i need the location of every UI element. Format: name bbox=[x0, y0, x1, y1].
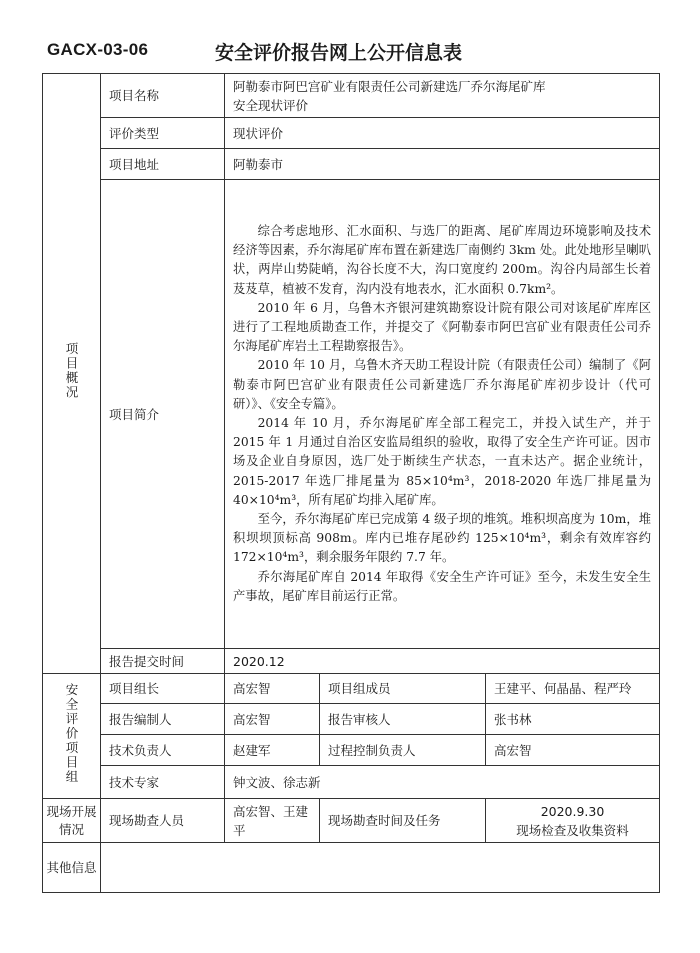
row-experts bbox=[43, 766, 660, 799]
eval-type-value: 现状评价 bbox=[225, 118, 660, 149]
survey-time-value bbox=[486, 799, 660, 843]
other-value bbox=[101, 843, 660, 893]
address-label: 项目地址 bbox=[101, 149, 225, 180]
editor-label: 报告编制人 bbox=[101, 704, 225, 735]
document-title: 安全评价报告网上公开信息表 bbox=[215, 42, 463, 64]
row-summary bbox=[43, 180, 660, 649]
process-lead-value: 高宏智 bbox=[486, 735, 660, 766]
submit-time-value: 2020.12 bbox=[225, 649, 660, 674]
section-other-label: 其他信息 bbox=[46, 860, 97, 875]
section-team bbox=[43, 674, 101, 799]
leader-value: 高宏智 bbox=[225, 674, 320, 704]
tech-lead-label: 技术负责人 bbox=[101, 735, 225, 766]
tech-lead-value: 赵建军 bbox=[225, 735, 320, 766]
surveyors-value: 高宏智、王建平 bbox=[225, 799, 320, 843]
editor-value: 高宏智 bbox=[225, 704, 320, 735]
summary-paragraph: 2010 年 10 月，乌鲁木齐天助工程设计院（有限责任公司）编制了《阿勒泰市阿巴宫矿业有限责任公司新建选厂乔尔海尾矿库初步设计（代可研）》、《安全专篇》。 bbox=[233, 358, 652, 411]
project-name-line2: 安全现状评价 bbox=[233, 97, 309, 113]
summary-label: 项目简介 bbox=[101, 180, 225, 649]
submit-time-label: 报告提交时间 bbox=[101, 649, 225, 674]
reviewer-label: 报告审核人 bbox=[320, 704, 486, 735]
members-value: 王建平、何晶晶、程严玲 bbox=[486, 674, 660, 704]
project-name-value bbox=[225, 74, 660, 118]
document-code: GACX-03-06 bbox=[47, 40, 149, 59]
summary-paragraph: 乔尔海尾矿库自 2014 年取得《安全生产许可证》至今，未发生安全生产事故，尾矿库目前运行正常。 bbox=[233, 569, 652, 603]
row-submit-time bbox=[43, 649, 660, 674]
section-team-label: 安全评价项目组 bbox=[64, 682, 79, 785]
section-site bbox=[43, 799, 101, 843]
summary-paragraph: 2014 年 10 月，乔尔海尾矿库全部工程完工，并投入试生产，并于 2015 年 1 月通过自治区安监局组织的验收，取得了安全生产许可证。因市场及企业自身原因，选厂处于断续生产状态，一直未达产。据企业统计，2015-2017 年选厂排尾量为 85×10⁴m³，2018-2020 年选厂排尾量为 40×10⁴m³，所有尾矿均排入尾矿库。 bbox=[233, 416, 652, 507]
row-site bbox=[43, 799, 660, 843]
row-tech-lead bbox=[43, 735, 660, 766]
address-value: 阿勒泰市 bbox=[225, 149, 660, 180]
leader-label: 项目组长 bbox=[101, 674, 225, 704]
summary-paragraph: 至今，乔尔海尾矿库已完成第 4 级子坝的堆筑。堆积坝高度为 10m，堆积坝坝顶标高 908m。库内已堆存尾砂约 125×10⁴m³，剩余有效库容约 172×10⁴m³，剩余服务年限约 7.7 年。 bbox=[233, 512, 652, 565]
row-eval-type bbox=[43, 118, 660, 149]
experts-value: 钟文波、徐志新 bbox=[225, 766, 660, 799]
project-name-label: 项目名称 bbox=[101, 74, 225, 118]
surveyors-label: 现场勘查人员 bbox=[101, 799, 225, 843]
process-lead-label: 过程控制负责人 bbox=[320, 735, 486, 766]
row-other bbox=[43, 843, 660, 893]
summary-paragraph: 综合考虑地形、汇水面积、与选厂的距离、尾矿库周边环境影响及技术经济等因素，乔尔海尾矿库布置在新建选厂南侧约 3km 处。此处地形呈喇叭状，两岸山势陡峭，沟谷长度不大，沟口宽度约 200m。沟谷内局部生长着芨芨草，植被不发育，沟内没有地表水，汇水面积 0.7km²。 bbox=[233, 223, 652, 296]
info-table bbox=[42, 73, 660, 893]
row-leader bbox=[43, 674, 660, 704]
summary-paragraph: 2010 年 6 月，乌鲁木齐银河建筑勘察设计院有限公司对该尾矿库库区进行了工程地质勘查工作，并提交了《阿勒泰市阿巴宫矿业有限责任公司乔尔海尾矿库岩土工程勘察报告》。 bbox=[233, 300, 652, 354]
summary-text bbox=[225, 180, 660, 649]
section-other bbox=[43, 843, 101, 893]
experts-label: 技术专家 bbox=[101, 766, 225, 799]
row-editor bbox=[43, 704, 660, 735]
members-label: 项目组成员 bbox=[320, 674, 486, 704]
row-address bbox=[43, 149, 660, 180]
section-overview bbox=[43, 74, 101, 674]
survey-date: 2020.9.30 bbox=[540, 803, 605, 819]
project-name-line1: 阿勒泰市阿巴宫矿业有限责任公司新建选厂乔尔海尾矿库 bbox=[233, 78, 546, 94]
eval-type-label: 评价类型 bbox=[101, 118, 225, 149]
survey-time-label: 现场勘查时间及任务 bbox=[320, 799, 486, 843]
row-project-name bbox=[43, 74, 660, 118]
reviewer-value: 张书林 bbox=[486, 704, 660, 735]
survey-task: 现场检查及收集资料 bbox=[516, 822, 629, 838]
section-overview-label: 项目概况 bbox=[64, 342, 79, 400]
section-site-label: 现场开展情况 bbox=[46, 803, 97, 837]
